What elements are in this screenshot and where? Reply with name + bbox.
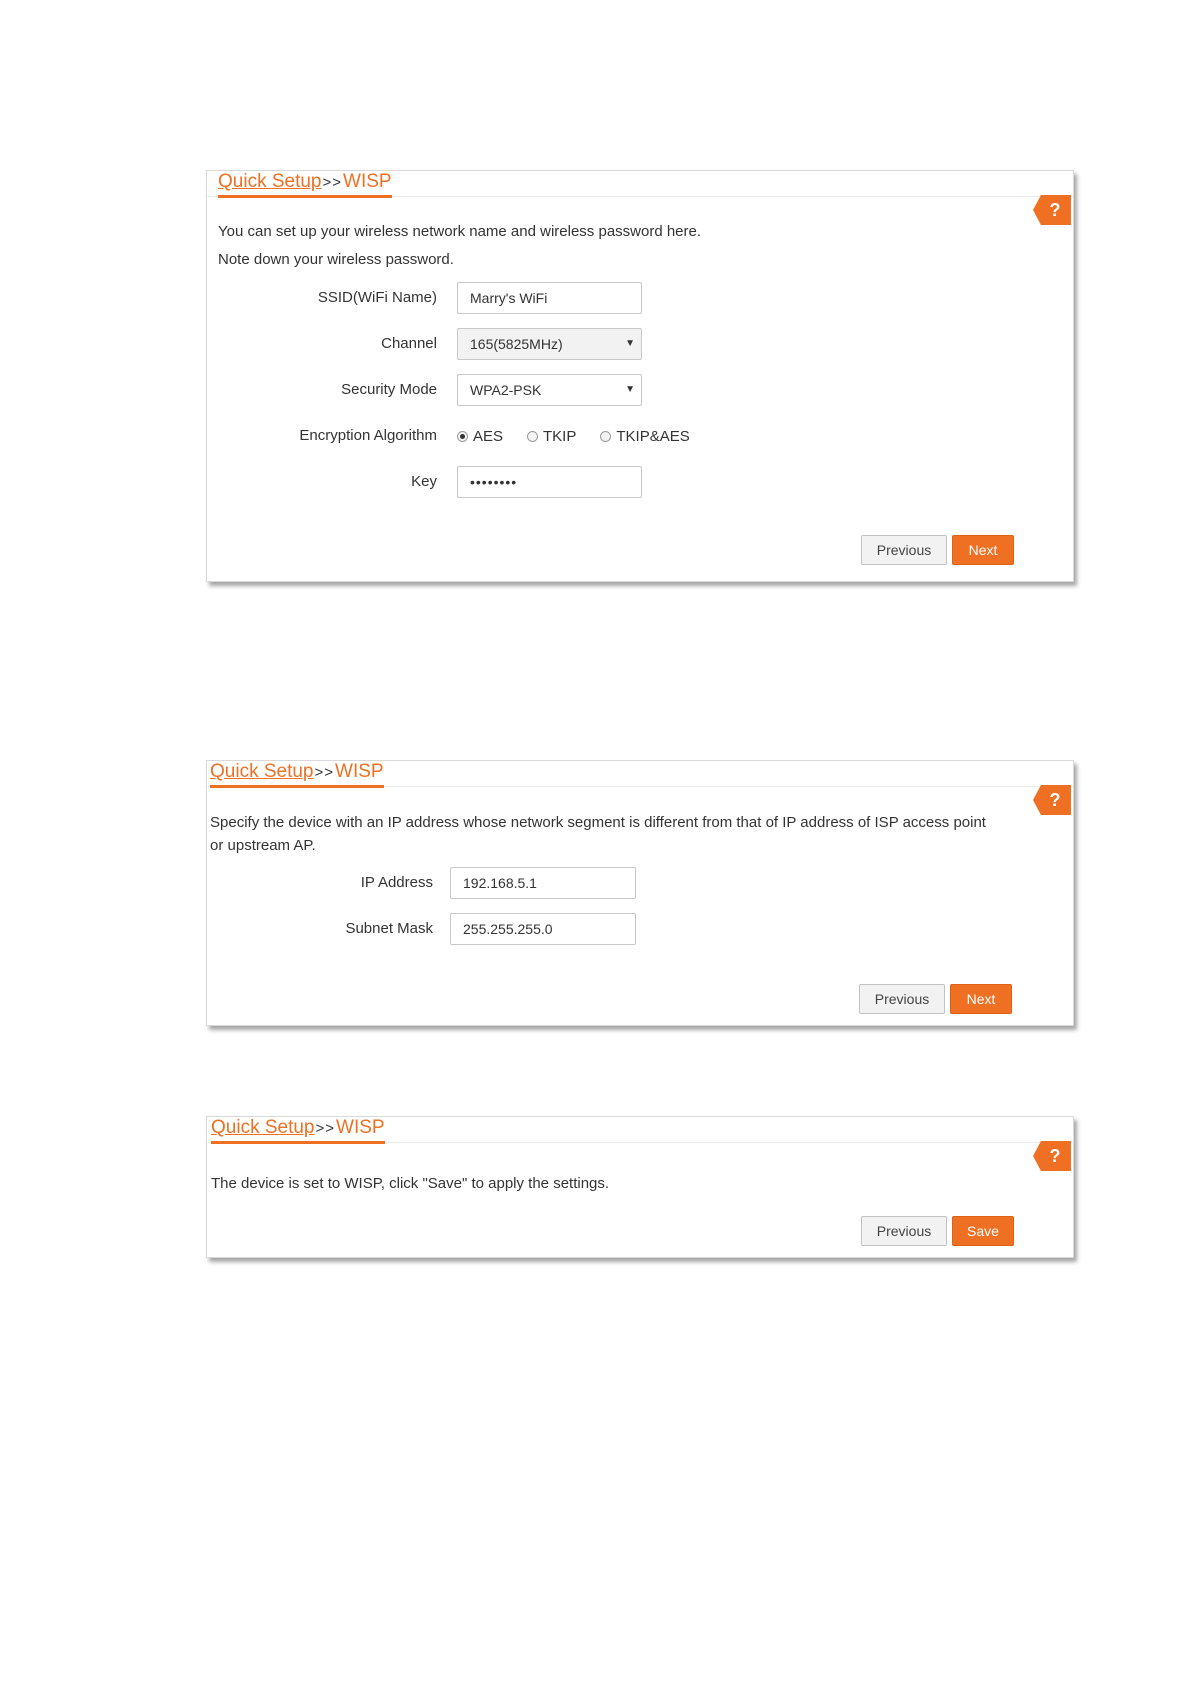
channel-select[interactable] <box>457 328 642 360</box>
subnet-mask-input[interactable]: 255.255.255.0 <box>450 913 636 945</box>
message-text: The device is set to WISP, click "Save" to apply the settings. <box>211 1175 610 1192</box>
previous-button[interactable]: Previous <box>859 984 945 1014</box>
security-mode-value: WPA2-PSK <box>470 382 542 398</box>
question-icon <box>1033 785 1071 815</box>
help-button[interactable] <box>1033 785 1071 815</box>
key-label: Key <box>411 473 437 490</box>
previous-button[interactable]: Previous <box>861 535 947 565</box>
radio-unchecked-icon <box>527 431 538 442</box>
previous-button[interactable]: Previous <box>861 1216 947 1246</box>
subnet-mask-label: Subnet Mask <box>345 920 433 937</box>
help-label: ? <box>1049 790 1061 810</box>
ssid-label: SSID(WiFi Name) <box>317 289 437 306</box>
security-mode-label: Security Mode <box>341 381 437 398</box>
radio-aes-label: AES <box>473 427 504 445</box>
help-button[interactable] <box>1033 1141 1071 1171</box>
breadcrumb-quick-setup[interactable]: Quick Setup <box>210 761 314 782</box>
breadcrumb <box>218 171 392 198</box>
caret-down-icon: ▼ <box>625 384 635 395</box>
breadcrumb-wisp: WISP <box>343 171 392 192</box>
intro-text-continued: or upstream AP. <box>210 837 316 854</box>
breadcrumb-wisp: WISP <box>335 761 384 782</box>
breadcrumb-wisp: WISP <box>336 1117 385 1138</box>
ip-address-label: IP Address <box>360 874 433 891</box>
intro-text: You can set up your wireless network name and wireless password here. <box>218 223 702 240</box>
question-icon <box>1033 1141 1071 1171</box>
next-button[interactable]: Next <box>950 984 1012 1014</box>
radio-checked-icon <box>457 431 468 442</box>
radio-tkip[interactable] <box>527 428 576 445</box>
panel-header <box>207 761 1073 787</box>
breadcrumb-separator: >> <box>322 174 343 191</box>
breadcrumb-separator: >> <box>315 1120 336 1137</box>
note-text: Note down your wireless password. <box>218 251 454 268</box>
key-input[interactable]: •••••••• <box>457 466 642 498</box>
help-label: ? <box>1049 200 1061 220</box>
radio-tkip-aes-label: TKIP&AES <box>616 427 690 445</box>
breadcrumb <box>211 1117 385 1144</box>
save-button[interactable]: Save <box>952 1216 1014 1246</box>
ip-settings-panel <box>206 760 1074 1026</box>
channel-value: 165(5825MHz) <box>470 336 563 352</box>
ip-address-input[interactable]: 192.168.5.1 <box>450 867 636 899</box>
breadcrumb-quick-setup[interactable]: Quick Setup <box>211 1117 315 1138</box>
panel-header <box>207 1117 1073 1143</box>
security-mode-select[interactable] <box>457 374 642 406</box>
intro-text: Specify the device with an IP address whose network segment is different from that of IP address of ISP access point <box>210 814 986 831</box>
breadcrumb-quick-setup[interactable]: Quick Setup <box>218 171 322 192</box>
radio-unchecked-icon <box>600 431 611 442</box>
next-button[interactable]: Next <box>952 535 1014 565</box>
breadcrumb <box>210 761 384 788</box>
channel-label: Channel <box>381 335 437 352</box>
radio-aes[interactable] <box>457 428 503 445</box>
help-label: ? <box>1049 1146 1061 1166</box>
ssid-input[interactable]: Marry's WiFi <box>457 282 642 314</box>
breadcrumb-separator: >> <box>314 764 335 781</box>
radio-tkip-aes[interactable] <box>600 428 689 445</box>
wireless-settings-panel <box>206 170 1074 582</box>
caret-down-icon: ▼ <box>625 338 635 349</box>
help-button[interactable] <box>1033 195 1071 225</box>
encryption-options <box>457 420 714 452</box>
radio-tkip-label: TKIP <box>543 427 577 445</box>
panel-header <box>207 171 1073 197</box>
question-icon <box>1033 195 1071 225</box>
save-settings-panel <box>206 1116 1074 1258</box>
encryption-label: Encryption Algorithm <box>299 427 437 444</box>
